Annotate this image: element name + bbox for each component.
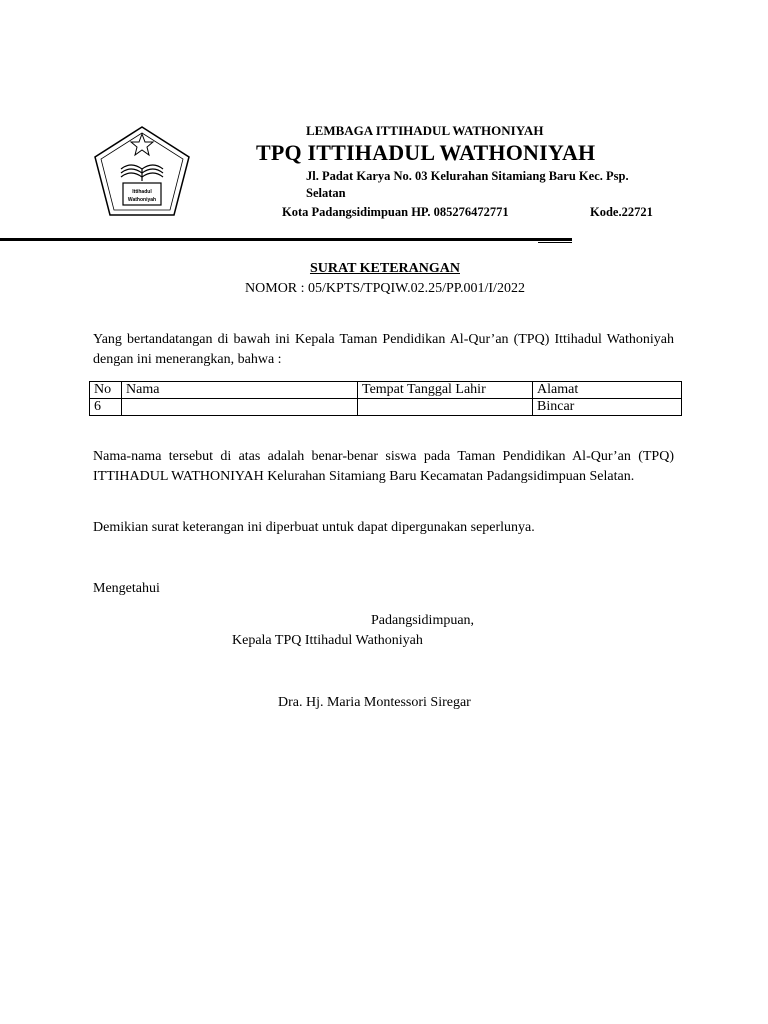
signer-position: Kepala TPQ Ittihadul Wathoniyah bbox=[232, 633, 423, 648]
logo-text-line1: Ittihadul bbox=[132, 189, 152, 195]
document-title: SURAT KETERANGAN bbox=[309, 261, 460, 276]
open-book-icon bbox=[121, 165, 163, 181]
signature-place: Padangsidimpuan, bbox=[371, 613, 475, 628]
cell-alamat: Bincar bbox=[533, 399, 682, 416]
document-number: NOMOR : 05/KPTS/TPQIW.02.25/PP.001/I/2022 bbox=[245, 281, 525, 296]
star-icon bbox=[131, 134, 153, 155]
cell-nama bbox=[122, 399, 358, 416]
closing-paragraph: Demikian surat keterangan ini diperbuat untuk dapat dipergunakan seperlunya. bbox=[93, 520, 535, 535]
student-table bbox=[89, 381, 682, 416]
header-alamat: Alamat bbox=[533, 382, 682, 399]
table-header-row bbox=[90, 382, 682, 399]
institution-logo bbox=[93, 125, 191, 217]
intro-paragraph: Yang bertandatangan di bawah ini Kepala Taman Pendidikan Al-Qur’an (TPQ) Ittihadul Wathoniyah dengan ini menerangkan, bahwa : bbox=[93, 332, 674, 367]
address-line-3: Kota Padangsidimpuan HP. 085276472771 bbox=[282, 205, 509, 219]
acknowledged-label: Mengetahui bbox=[93, 581, 160, 596]
table-row bbox=[90, 399, 682, 416]
cell-tempat-tanggal-lahir bbox=[358, 399, 533, 416]
address-line-1: Jl. Padat Karya No. 03 Kelurahan Sitamiang Baru Kec. Psp. bbox=[306, 169, 629, 183]
header-nama: Nama bbox=[122, 382, 358, 399]
postal-code: Kode.22721 bbox=[590, 205, 653, 219]
logo-text-line2: Wathoniyah bbox=[127, 197, 157, 203]
institution-name: LEMBAGA ITTIHADUL WATHONIYAH bbox=[306, 123, 544, 138]
address-line-2: Selatan bbox=[306, 186, 346, 200]
header-no: No bbox=[90, 382, 122, 399]
letterhead-divider-accent bbox=[538, 242, 572, 243]
statement-paragraph: Nama-nama tersebut di atas adalah benar-benar siswa pada Taman Pendidikan Al-Qur’an (TPQ) ITTIHADUL WATHONIYAH Kelurahan Sitamiang Baru Kecamatan Padangsidimpuan Selatan. bbox=[93, 449, 674, 484]
letterhead-divider bbox=[0, 238, 572, 241]
cell-no: 6 bbox=[90, 399, 122, 416]
organization-title: TPQ ITTIHADUL WATHONIYAH bbox=[256, 140, 596, 165]
signer-name: Dra. Hj. Maria Montessori Siregar bbox=[278, 695, 471, 710]
header-tempat-tanggal-lahir: Tempat Tanggal Lahir bbox=[358, 382, 533, 399]
